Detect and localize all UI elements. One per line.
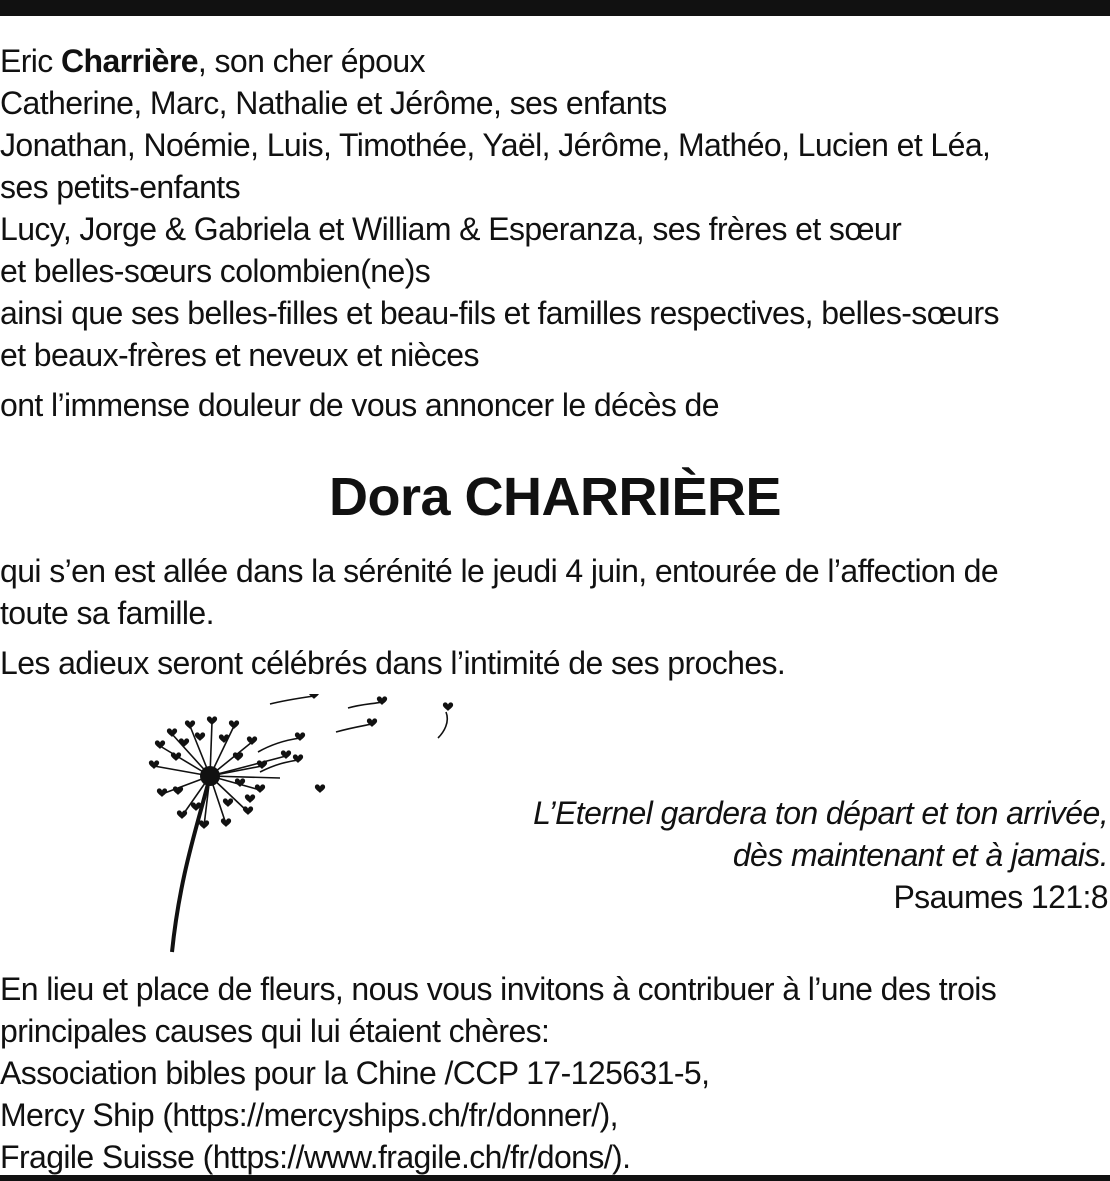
spouse-first-name: Eric xyxy=(0,43,62,79)
family-line-spouse xyxy=(0,40,1110,82)
family-line: et beaux-frères et neveux et nièces xyxy=(0,337,479,373)
family-line: ainsi que ses belles-filles et beau-fils et familles respectives, belles-sœurs xyxy=(0,295,999,331)
family-line: Catherine, Marc, Nathalie et Jérôme, ses enfants xyxy=(0,85,667,121)
bible-verse xyxy=(533,792,1108,918)
dandelion-hearts-icon xyxy=(110,694,490,954)
family-list xyxy=(0,40,1110,376)
verse-reference: Psaumes 121:8 xyxy=(893,879,1108,915)
spouse-surname: Charrière xyxy=(61,43,198,79)
passing-paragraph xyxy=(0,550,1110,634)
donation-line: Fragile Suisse (https://www.fragile.ch/fr/dons/). xyxy=(0,1139,631,1175)
farewell-text: Les adieux seront célébrés dans l’intimité de ses proches. xyxy=(0,645,786,681)
donation-line: principales causes qui lui étaient chères: xyxy=(0,1013,550,1049)
passing-line: qui s’en est allée dans la sérénité le jeudi 4 juin, entourée de l’affection de xyxy=(0,553,999,589)
donation-line: Association bibles pour la Chine /CCP 17-125631-5, xyxy=(0,1055,710,1091)
family-line: Lucy, Jorge & Gabriela et William & Esperanza, ses frères et sœur xyxy=(0,211,902,247)
verse-line: L’Eternel gardera ton départ et ton arrivée, xyxy=(533,795,1108,831)
donations-paragraph xyxy=(0,968,1110,1178)
family-line: et belles-sœurs colombien(ne)s xyxy=(0,253,431,289)
passing-line: toute sa famille. xyxy=(0,595,214,631)
verse-line: dès maintenant et à jamais. xyxy=(732,837,1108,873)
bottom-border xyxy=(0,1175,1110,1181)
top-border xyxy=(0,0,1110,16)
donation-line: En lieu et place de fleurs, nous vous invitons à contribuer à l’une des trois xyxy=(0,971,997,1007)
donation-line: Mercy Ship (https://mercyships.ch/fr/donner/), xyxy=(0,1097,618,1133)
deceased-name: Dora CHARRIÈRE xyxy=(328,467,782,527)
family-line: ses petits-enfants xyxy=(0,169,240,205)
spouse-relation: , son cher époux xyxy=(197,43,425,79)
verse-section xyxy=(0,694,1110,954)
announcement-text: ont l’immense douleur de vous annoncer le décès de xyxy=(0,387,719,423)
obituary-notice xyxy=(0,40,1110,1178)
family-line: Jonathan, Noémie, Luis, Timothée, Yaël, Jérôme, Mathéo, Lucien et Léa, xyxy=(0,127,991,163)
